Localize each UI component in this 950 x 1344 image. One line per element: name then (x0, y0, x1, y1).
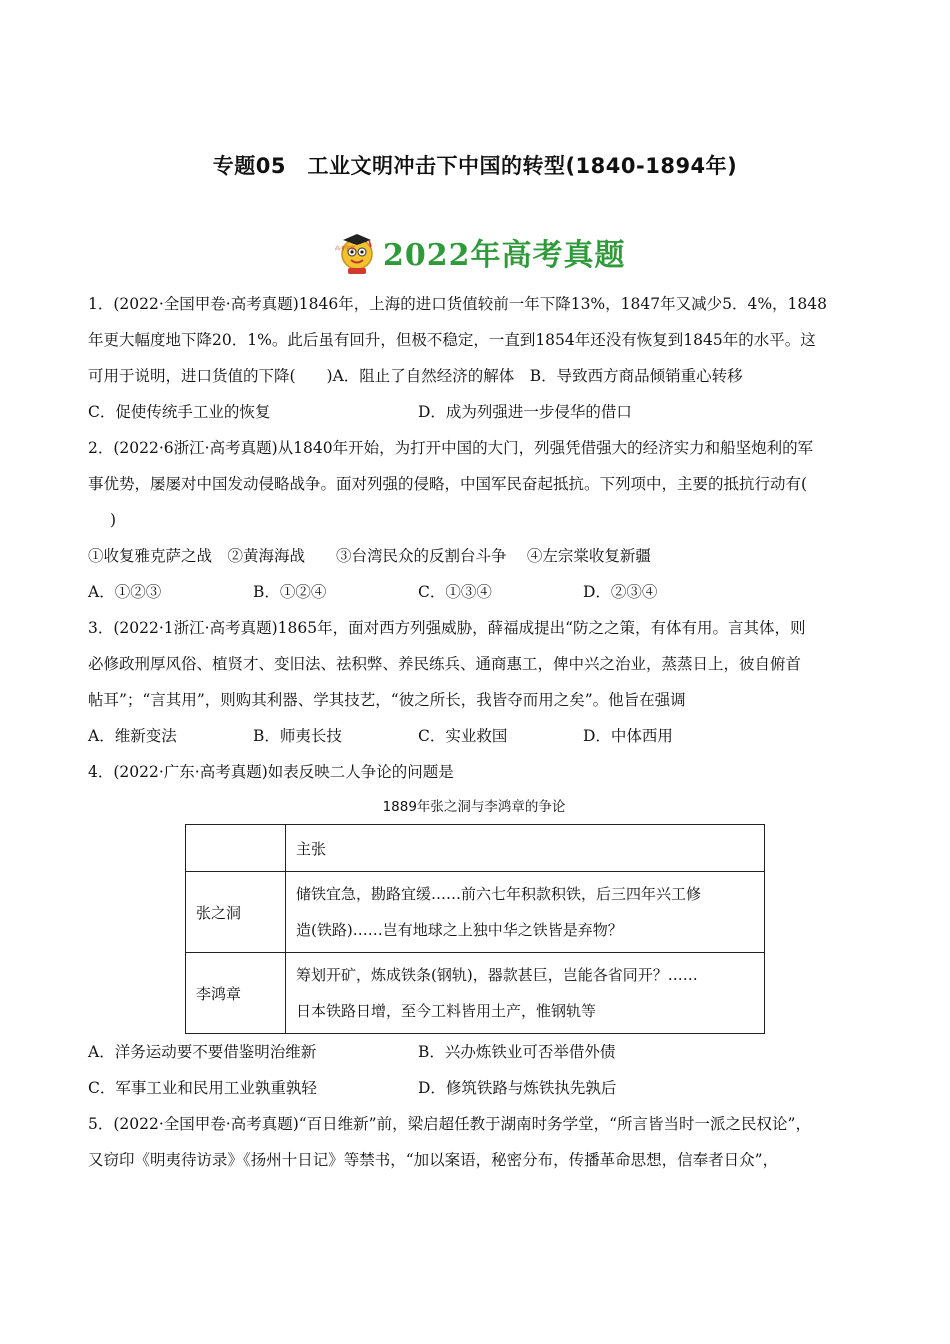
table-header-row (186, 825, 765, 872)
question-1 (88, 286, 870, 430)
exam-banner (333, 228, 626, 276)
table-person-cell: 李鸿章 (186, 953, 286, 1034)
question-text-line: 2．(2022·6浙江·高考真题)从1840年开始，为打开中国的大门，列强凭借强大的经济实力和船坚炮利的军 (88, 439, 814, 457)
table-text-line: 筹划开矿，炼成铁条(钢轨)，器款甚巨，岂能各省同开？…… (296, 966, 698, 984)
option-b: B．①②④ (253, 583, 327, 601)
option-d: D．中体西用 (583, 727, 673, 745)
option-d: D．修筑铁路与炼铁执先孰后 (418, 1079, 617, 1097)
table-row (186, 953, 765, 1034)
debate-table (185, 824, 765, 1034)
question-text-line: 可用于说明，进口货值的下降( )A．阻止了自然经济的解体 B．导致西方商品倾销重心转移 (88, 367, 743, 385)
option-b: B．兴办炼铁业可否举借外债 (418, 1043, 616, 1061)
options-row (88, 1034, 870, 1070)
table-text-line: 储铁宜急，勘路宜缓……前六七年积款积铁，后三四年兴工修 (296, 885, 702, 903)
banner-heading: 2022年高考真题 (383, 238, 626, 273)
table-person-cell: 张之洞 (186, 872, 286, 953)
option-d: D．②③④ (583, 583, 658, 601)
question-text-line: 3．(2022·1浙江·高考真题)1865年，面对西方列强威胁，薛福成提出“防之之策，有体有用。言其体，则 (88, 619, 806, 637)
question-text-line: 帖耳”；“言其用”，则购其利器、学其技艺，“彼之所长，我皆夺而用之矣”。他旨在强调 (88, 691, 686, 709)
table-caption: 1889年张之洞与李鸿章的争论 (382, 799, 566, 815)
page-title: 专题05 工业文明冲击下中国的转型(1840-1894年) (212, 154, 738, 178)
question-text-line: 4．(2022·广东·高考真题)如表反映二人争论的问题是 (88, 763, 454, 781)
svg-text:高考学案: 高考学案 (335, 246, 356, 252)
question-3 (88, 610, 870, 754)
option-c: C．军事工业和民用工业孰重孰轻 (88, 1079, 317, 1097)
table-text-cell (286, 872, 765, 953)
option-d: D．成为列强进一步侵华的借口 (418, 403, 632, 421)
mascot-logo-icon (333, 228, 377, 276)
option-b: B．师夷长技 (253, 727, 342, 745)
option-c: C．实业救国 (418, 727, 508, 745)
options-row (88, 574, 870, 610)
table-text-line: 日本铁路日增，至今工料皆用土产，惟钢轨等 (296, 1002, 597, 1020)
question-text-line: 5．(2022·全国甲卷·高考真题)“百日维新”前，梁启超任教于湖南时务学堂，“所言皆当时一派之民权论”， (88, 1115, 811, 1133)
question-2 (88, 430, 870, 610)
question-list (88, 286, 870, 1178)
option-c: C．促使传统手工业的恢复 (88, 403, 271, 421)
question-text-line: ) (110, 511, 117, 529)
options-row (88, 394, 870, 430)
question-5 (88, 1106, 870, 1178)
table-text-line: 造(铁路)……岂有地球之上独中华之铁皆是弃物？ (296, 921, 623, 939)
option-a: A．①②③ (88, 583, 162, 601)
question-items: ①收复雅克萨之战 ②黄海海战 ③台湾民众的反割台斗争 ④左宗棠收复新疆 (88, 547, 651, 565)
options-row (88, 718, 870, 754)
table-row (186, 872, 765, 953)
table-header-cell (186, 825, 286, 872)
question-4 (88, 754, 870, 1106)
option-a: A．维新变法 (88, 727, 177, 745)
option-a: A．洋务运动要不要借鉴明治维新 (88, 1043, 317, 1061)
question-text-line: 事优势，屡屡对中国发动侵略战争。面对列强的侵略，中国军民奋起抵抗。下列项中，主要的抵抗行动有( (88, 475, 808, 493)
question-text-line: 必修政刑厚风俗、植贤才、变旧法、祛积弊、养民练兵、通商惠工，俾中兴之治业，蒸蒸日上，彼自俯首 (88, 655, 802, 673)
option-c: C．①③④ (418, 583, 492, 601)
table-text-cell (286, 953, 765, 1034)
table-header-cell: 主张 (286, 825, 765, 872)
question-text-line: 年更大幅度地下降20．1%。此后虽有回升，但极不稳定，一直到1854年还没有恢复到1845年的水平。这 (88, 331, 816, 349)
question-text-line: 又窃印《明夷待访录》《扬州十日记》等禁书，“加以案语，秘密分布，传播革命思想，信奉者日众”， (88, 1151, 779, 1169)
options-row (88, 1070, 870, 1106)
question-text-line: 1．(2022·全国甲卷·高考真题)1846年，上海的进口货值较前一年下降13%，1847年又减少5．4%，1848 (88, 295, 827, 313)
